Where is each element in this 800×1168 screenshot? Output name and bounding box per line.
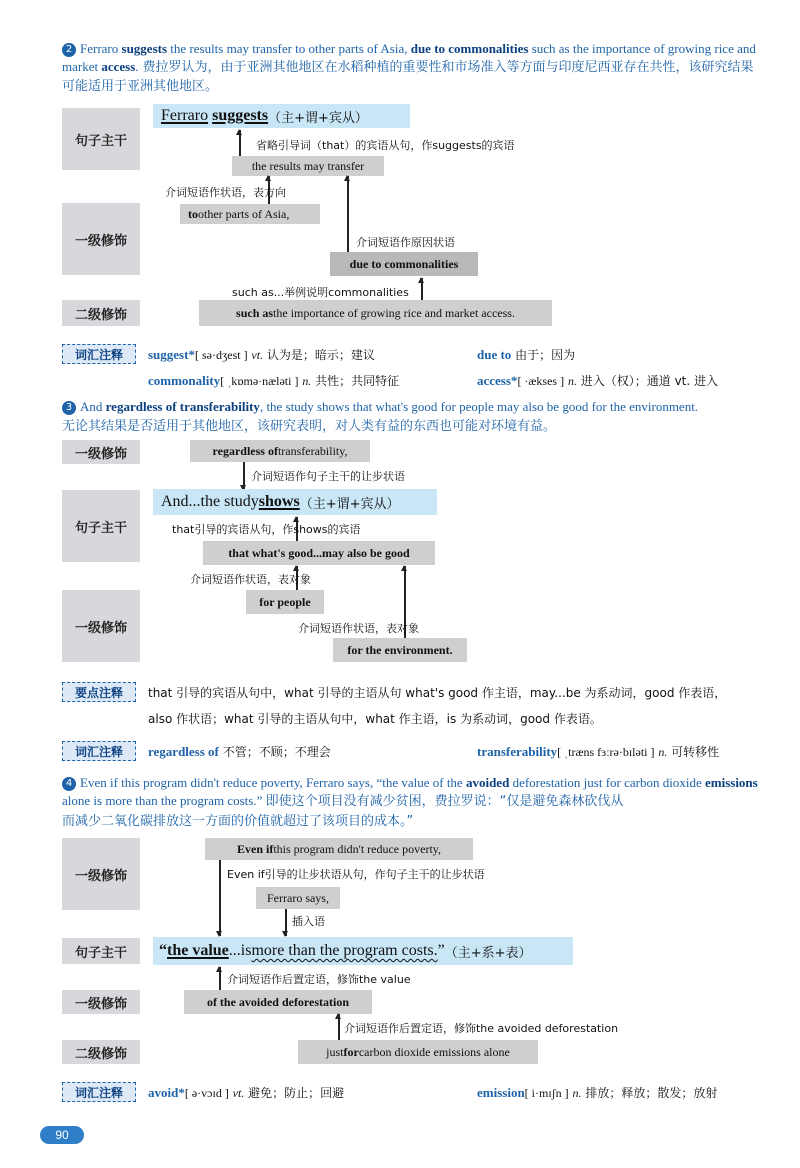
s3-note1: 介词短语作句子主干的让步状语	[251, 470, 405, 483]
s3-note2: that引导的宾语从句，作shows的宾语	[172, 523, 361, 536]
page-number: 90	[40, 1126, 84, 1144]
s2-arrow	[347, 176, 349, 252]
s2-box2: to other parts of Asia,	[180, 204, 320, 224]
s3-vocab-tag: 词汇注释	[62, 741, 136, 761]
s3-note3: 介词短语作状语，表对象	[190, 573, 311, 586]
s3-box3: for people	[246, 590, 324, 614]
s4-arrow	[219, 860, 221, 936]
s4-box4: just for carbon dioxide emissions alone	[298, 1040, 538, 1064]
s2-vocab-tag: 词汇注释	[62, 344, 136, 364]
s4-box1: Even if this program didn't reduce poverty,	[205, 838, 473, 860]
s2-note4: such as...举例说明commonalities	[232, 286, 409, 299]
s4-vocab-0: avoid*[ ə·vɔɪd ] vt. 避免；防止；回避	[148, 1085, 345, 1100]
s2-english: 2 Ferraro suggests the results may transfer to other parts of Asia, due to commonalities such as the importance of growing rice and market access. 费拉罗认为，由于亚洲其他地区在水稻种植的重要性和市场准入等方面与印度尼西亚存在共性，该研究结果可能适用于亚洲其他地区。	[62, 41, 756, 94]
s3-number-badge: 3	[62, 401, 76, 415]
s3-key-line2: also 作状语；what 引导的主语从句中，what 作主语，is 为系动词，good 作表语。	[148, 712, 602, 726]
s4-arrow	[285, 909, 287, 936]
s4-box2: Ferraro says,	[256, 887, 340, 909]
s4-note4: 介词短语作后置定语，修饰the avoided deforestation	[344, 1022, 619, 1035]
s2-box1: the results may transfer	[232, 156, 384, 176]
s2-label-level2: 二级修饰	[62, 300, 140, 326]
s2-vocab-3: access*[ ·ækses ] n. 进入（权）；通道 vt. 进入	[477, 373, 719, 388]
s3-main-clause: And...the study shows （主+谓+宾从）	[153, 489, 437, 515]
s2-number-badge: 2	[62, 43, 76, 57]
s3-box4: for the environment.	[333, 638, 467, 662]
s2-vocab-1: due to 由于；因为	[477, 347, 576, 362]
s4-label-level1b: 一级修饰	[62, 990, 140, 1014]
s2-vocab-0: suggest*[ sə·dʒest ] vt. 认为是；暗示；建议	[148, 347, 375, 362]
s3-label-main: 句子主干	[62, 490, 140, 562]
s3-label-level1: 一级修饰	[62, 440, 140, 464]
s4-vocab-tag: 词汇注释	[62, 1082, 136, 1102]
s4-note3: 介词短语作后置定语，修饰the value	[227, 973, 411, 986]
s4-vocab-1: emission[ i·mɪʃn ] n. 排放；释放；散发；放射	[477, 1085, 718, 1100]
s4-note2: 插入语	[292, 915, 325, 928]
s4-english: 4 Even if this program didn't reduce poverty, Ferraro says, “the value of the avoided deforestation just for carbon dioxide emissions alone is more than the program costs.” 即使这个项目没有减少贫困，费拉罗说：“仅是避免森林砍伐从	[62, 775, 758, 809]
s2-arrow	[421, 278, 423, 300]
s2-vocab-2: commonality[ ˌkɒmə·næləti ] n. 共性；共同特征	[148, 373, 400, 388]
s2-note2: 介词短语作状语，表方向	[165, 186, 286, 199]
s2-note3: 介词短语作原因状语	[356, 236, 455, 249]
s4-label-main: 句子主干	[62, 938, 140, 964]
s4-arrow	[219, 967, 221, 991]
s4-chinese-2: 而减少二氧化碳排放这一方面的价值就超过了该项目的成本。”	[62, 814, 414, 829]
s2-chinese: 费拉罗认为，由于亚洲其他地区在水稻种植的重要性和市场准入等方面与印度尼西亚存在共性，该研究结果可能适用于亚洲其他地区。	[62, 60, 754, 94]
s3-box2: that what's good...may also be good	[203, 541, 435, 565]
s4-box3: of the avoided deforestation	[184, 990, 372, 1014]
s4-label-level1: 一级修饰	[62, 838, 140, 910]
s2-box3: due to commonalities	[330, 252, 478, 276]
s3-vocab-1: transferability[ ˌtræns fɜːrə·bɪləti ] n. 可转移性	[477, 744, 720, 759]
s2-label-main: 句子主干	[62, 108, 140, 170]
s4-label-level2: 二级修饰	[62, 1040, 140, 1064]
s3-key-tag: 要点注释	[62, 682, 136, 702]
s2-note1: 省略引导词（that）的宾语从句，作suggests的宾语	[256, 139, 515, 152]
s3-english: 3 And regardless of transferability, the study shows that what's good for people may also be good for the environment.	[62, 398, 762, 416]
s3-arrow	[243, 462, 245, 490]
s3-label-level1b: 一级修饰	[62, 590, 140, 662]
s2-arrow	[239, 130, 241, 156]
s4-chinese-1: 即使这个项目没有减少贫困，费拉罗说：“仅是避免森林砍伐从	[265, 794, 624, 809]
s3-chinese: 无论其结果是否适用于其他地区，该研究表明，对人类有益的东西也可能对环境有益。	[62, 419, 557, 434]
s4-main-clause: “ the value ...is more than the program costs. ” （主+系+表）	[153, 937, 573, 965]
s3-vocab-0: regardless of 不管；不顾；不理会	[148, 744, 331, 759]
s3-note4: 介词短语作状语，表对象	[298, 622, 419, 635]
s2-box4: such as the importance of growing rice and market access.	[199, 300, 552, 326]
s3-key-line1: that 引导的宾语从句中，what 引导的主语从句 what's good 作主语，may...be 为系动词，good 作表语，	[148, 686, 727, 700]
s4-number-badge: 4	[62, 777, 76, 791]
s4-note1: Even if引导的让步状语从句，作句子主干的让步状语	[227, 868, 485, 881]
s3-box1: regardless of transferability,	[190, 440, 370, 462]
s4-arrow	[338, 1014, 340, 1040]
s2-label-level1: 一级修饰	[62, 203, 140, 275]
s2-main-clause: Ferraro suggests （主+谓+宾从）	[153, 104, 410, 128]
